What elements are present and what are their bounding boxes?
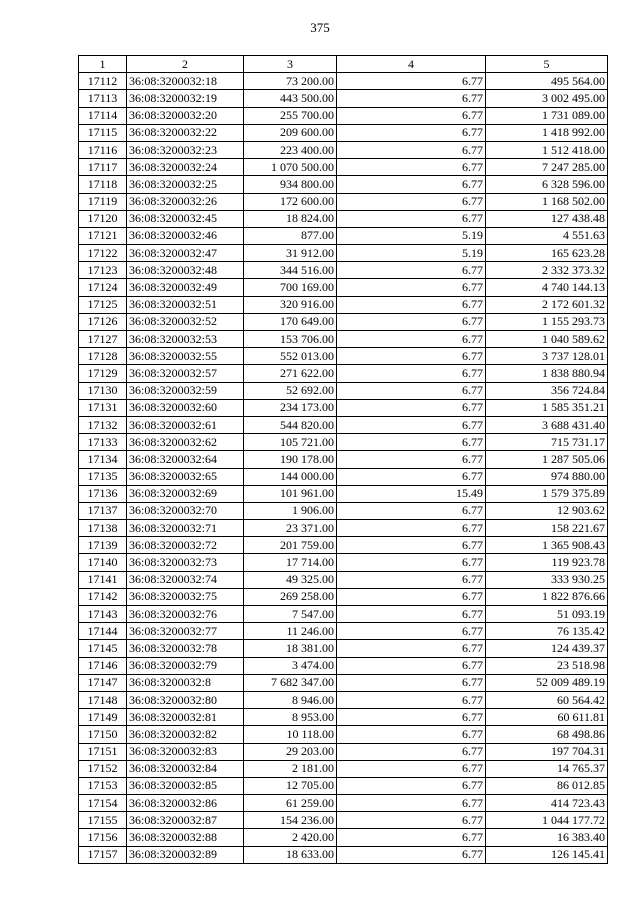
cadastral-number-cell: 36:08:3200032:55 bbox=[127, 348, 244, 365]
page-number: 375 bbox=[310, 20, 330, 35]
cadastral-number-cell: 36:08:3200032:26 bbox=[127, 193, 244, 210]
value-cell: 101 961.00 bbox=[244, 485, 337, 502]
table-row bbox=[79, 502, 608, 519]
total-cell: 1 585 351.21 bbox=[486, 399, 608, 416]
cadastral-number-cell: 36:08:3200032:65 bbox=[127, 468, 244, 485]
value-cell: 201 759.00 bbox=[244, 537, 337, 554]
table-row bbox=[79, 210, 608, 227]
cadastral-number-cell: 36:08:3200032:19 bbox=[127, 90, 244, 107]
table-row bbox=[79, 399, 608, 416]
total-cell: 1 287 505.06 bbox=[486, 451, 608, 468]
cadastral-number-cell: 36:08:3200032:59 bbox=[127, 382, 244, 399]
cadastral-number-cell: 36:08:3200032:74 bbox=[127, 571, 244, 588]
row-number-cell: 17133 bbox=[79, 434, 127, 451]
row-number-cell: 17134 bbox=[79, 451, 127, 468]
value-cell: 271 622.00 bbox=[244, 365, 337, 382]
row-number-cell: 17118 bbox=[79, 176, 127, 193]
cadastral-number-cell: 36:08:3200032:47 bbox=[127, 245, 244, 262]
value-cell: 154 236.00 bbox=[244, 812, 337, 829]
row-number-cell: 17143 bbox=[79, 606, 127, 623]
value-cell: 144 000.00 bbox=[244, 468, 337, 485]
table-row bbox=[79, 829, 608, 846]
table-row bbox=[79, 657, 608, 674]
cadastral-number-cell: 36:08:3200032:22 bbox=[127, 124, 244, 141]
cadastral-number-cell: 36:08:3200032:75 bbox=[127, 588, 244, 605]
rate-cell: 6.77 bbox=[337, 468, 486, 485]
value-cell: 31 912.00 bbox=[244, 245, 337, 262]
cadastral-number-cell: 36:08:3200032:25 bbox=[127, 176, 244, 193]
column-header-2: 2 bbox=[127, 56, 244, 73]
table-row bbox=[79, 709, 608, 726]
value-cell: 223 400.00 bbox=[244, 141, 337, 158]
cadastral-number-cell: 36:08:3200032:80 bbox=[127, 691, 244, 708]
rate-cell: 6.77 bbox=[337, 90, 486, 107]
table-row bbox=[79, 606, 608, 623]
rate-cell: 6.77 bbox=[337, 502, 486, 519]
table-row bbox=[79, 365, 608, 382]
rate-cell: 6.77 bbox=[337, 313, 486, 330]
table-row bbox=[79, 434, 608, 451]
cadastral-number-cell: 36:08:3200032:18 bbox=[127, 73, 244, 90]
total-cell: 1 040 589.62 bbox=[486, 331, 608, 348]
value-cell: 73 200.00 bbox=[244, 73, 337, 90]
table-row bbox=[79, 262, 608, 279]
total-cell: 1 168 502.00 bbox=[486, 193, 608, 210]
value-cell: 18 633.00 bbox=[244, 846, 337, 863]
rate-cell: 6.77 bbox=[337, 795, 486, 812]
total-cell: 333 930.25 bbox=[486, 571, 608, 588]
value-cell: 877.00 bbox=[244, 227, 337, 244]
value-cell: 7 547.00 bbox=[244, 606, 337, 623]
value-cell: 10 118.00 bbox=[244, 726, 337, 743]
table-row bbox=[79, 141, 608, 158]
total-cell: 1 579 375.89 bbox=[486, 485, 608, 502]
rate-cell: 6.77 bbox=[337, 537, 486, 554]
table-row bbox=[79, 331, 608, 348]
row-number-cell: 17157 bbox=[79, 846, 127, 863]
cadastral-number-cell: 36:08:3200032:64 bbox=[127, 451, 244, 468]
table-row bbox=[79, 571, 608, 588]
row-number-cell: 17128 bbox=[79, 348, 127, 365]
value-cell: 8 946.00 bbox=[244, 691, 337, 708]
value-cell: 172 600.00 bbox=[244, 193, 337, 210]
rate-cell: 6.77 bbox=[337, 777, 486, 794]
table-row bbox=[79, 588, 608, 605]
rate-cell: 6.77 bbox=[337, 709, 486, 726]
row-number-cell: 17146 bbox=[79, 657, 127, 674]
total-cell: 4 740 144.13 bbox=[486, 279, 608, 296]
rate-cell: 6.77 bbox=[337, 73, 486, 90]
rate-cell: 6.77 bbox=[337, 640, 486, 657]
value-cell: 934 800.00 bbox=[244, 176, 337, 193]
cadastral-number-cell: 36:08:3200032:70 bbox=[127, 502, 244, 519]
rate-cell: 6.77 bbox=[337, 606, 486, 623]
cadastral-number-cell: 36:08:3200032:23 bbox=[127, 141, 244, 158]
row-number-cell: 17137 bbox=[79, 502, 127, 519]
total-cell: 356 724.84 bbox=[486, 382, 608, 399]
cadastral-number-cell: 36:08:3200032:87 bbox=[127, 812, 244, 829]
total-cell: 7 247 285.00 bbox=[486, 159, 608, 176]
cadastral-number-cell: 36:08:3200032:72 bbox=[127, 537, 244, 554]
total-cell: 414 723.43 bbox=[486, 795, 608, 812]
total-cell: 1 838 880.94 bbox=[486, 365, 608, 382]
table-row bbox=[79, 812, 608, 829]
table-row bbox=[79, 124, 608, 141]
row-number-cell: 17140 bbox=[79, 554, 127, 571]
total-cell: 495 564.00 bbox=[486, 73, 608, 90]
rate-cell: 6.77 bbox=[337, 296, 486, 313]
total-cell: 68 498.86 bbox=[486, 726, 608, 743]
cadastral-number-cell: 36:08:3200032:57 bbox=[127, 365, 244, 382]
value-cell: 7 682 347.00 bbox=[244, 674, 337, 691]
row-number-cell: 17152 bbox=[79, 760, 127, 777]
row-number-cell: 17124 bbox=[79, 279, 127, 296]
table-body bbox=[79, 73, 608, 864]
table-row bbox=[79, 640, 608, 657]
value-cell: 209 600.00 bbox=[244, 124, 337, 141]
rate-cell: 6.77 bbox=[337, 416, 486, 433]
table-row bbox=[79, 193, 608, 210]
cadastral-number-cell: 36:08:3200032:24 bbox=[127, 159, 244, 176]
column-header-3: 3 bbox=[244, 56, 337, 73]
cadastral-number-cell: 36:08:3200032:52 bbox=[127, 313, 244, 330]
row-number-cell: 17126 bbox=[79, 313, 127, 330]
row-number-cell: 17132 bbox=[79, 416, 127, 433]
cadastral-number-cell: 36:08:3200032:71 bbox=[127, 520, 244, 537]
value-cell: 29 203.00 bbox=[244, 743, 337, 760]
total-cell: 1 512 418.00 bbox=[486, 141, 608, 158]
row-number-cell: 17113 bbox=[79, 90, 127, 107]
total-cell: 3 688 431.40 bbox=[486, 416, 608, 433]
total-cell: 52 009 489.19 bbox=[486, 674, 608, 691]
rate-cell: 6.77 bbox=[337, 262, 486, 279]
total-cell: 1 731 089.00 bbox=[486, 107, 608, 124]
rate-cell: 6.77 bbox=[337, 124, 486, 141]
value-cell: 700 169.00 bbox=[244, 279, 337, 296]
value-cell: 320 916.00 bbox=[244, 296, 337, 313]
total-cell: 60 564.42 bbox=[486, 691, 608, 708]
row-number-cell: 17122 bbox=[79, 245, 127, 262]
total-cell: 23 518.98 bbox=[486, 657, 608, 674]
cadastral-number-cell: 36:08:3200032:77 bbox=[127, 623, 244, 640]
value-cell: 1 906.00 bbox=[244, 502, 337, 519]
value-cell: 544 820.00 bbox=[244, 416, 337, 433]
value-cell: 1 070 500.00 bbox=[244, 159, 337, 176]
row-number-cell: 17119 bbox=[79, 193, 127, 210]
cadastral-number-cell: 36:08:3200032:82 bbox=[127, 726, 244, 743]
table-row bbox=[79, 159, 608, 176]
value-cell: 443 500.00 bbox=[244, 90, 337, 107]
cadastral-number-cell: 36:08:3200032:81 bbox=[127, 709, 244, 726]
rate-cell: 6.77 bbox=[337, 829, 486, 846]
table-header-row bbox=[79, 56, 608, 73]
total-cell: 3 002 495.00 bbox=[486, 90, 608, 107]
total-cell: 76 135.42 bbox=[486, 623, 608, 640]
row-number-cell: 17131 bbox=[79, 399, 127, 416]
total-cell: 974 880.00 bbox=[486, 468, 608, 485]
rate-cell: 6.77 bbox=[337, 623, 486, 640]
cadastral-number-cell: 36:08:3200032:46 bbox=[127, 227, 244, 244]
cadastral-number-cell: 36:08:3200032:51 bbox=[127, 296, 244, 313]
total-cell: 4 551.63 bbox=[486, 227, 608, 244]
total-cell: 1 822 876.66 bbox=[486, 588, 608, 605]
total-cell: 2 332 373.32 bbox=[486, 262, 608, 279]
total-cell: 715 731.17 bbox=[486, 434, 608, 451]
row-number-cell: 17130 bbox=[79, 382, 127, 399]
total-cell: 1 418 992.00 bbox=[486, 124, 608, 141]
rate-cell: 6.77 bbox=[337, 193, 486, 210]
table-row bbox=[79, 451, 608, 468]
rate-cell: 6.77 bbox=[337, 279, 486, 296]
rate-cell: 6.77 bbox=[337, 382, 486, 399]
data-table bbox=[78, 55, 608, 864]
table-row bbox=[79, 537, 608, 554]
table-row bbox=[79, 623, 608, 640]
cadastral-number-cell: 36:08:3200032:8 bbox=[127, 674, 244, 691]
total-cell: 16 383.40 bbox=[486, 829, 608, 846]
row-number-cell: 17139 bbox=[79, 537, 127, 554]
row-number-cell: 17121 bbox=[79, 227, 127, 244]
value-cell: 23 371.00 bbox=[244, 520, 337, 537]
row-number-cell: 17125 bbox=[79, 296, 127, 313]
total-cell: 3 737 128.01 bbox=[486, 348, 608, 365]
value-cell: 17 714.00 bbox=[244, 554, 337, 571]
cadastral-number-cell: 36:08:3200032:83 bbox=[127, 743, 244, 760]
total-cell: 124 439.37 bbox=[486, 640, 608, 657]
rate-cell: 6.77 bbox=[337, 451, 486, 468]
value-cell: 255 700.00 bbox=[244, 107, 337, 124]
cadastral-number-cell: 36:08:3200032:84 bbox=[127, 760, 244, 777]
rate-cell: 6.77 bbox=[337, 331, 486, 348]
rate-cell: 6.77 bbox=[337, 107, 486, 124]
rate-cell: 6.77 bbox=[337, 691, 486, 708]
value-cell: 61 259.00 bbox=[244, 795, 337, 812]
value-cell: 11 246.00 bbox=[244, 623, 337, 640]
row-number-cell: 17138 bbox=[79, 520, 127, 537]
rate-cell: 6.77 bbox=[337, 743, 486, 760]
rate-cell: 15.49 bbox=[337, 485, 486, 502]
rate-cell: 6.77 bbox=[337, 554, 486, 571]
cadastral-number-cell: 36:08:3200032:86 bbox=[127, 795, 244, 812]
rate-cell: 6.77 bbox=[337, 571, 486, 588]
row-number-cell: 17144 bbox=[79, 623, 127, 640]
row-number-cell: 17149 bbox=[79, 709, 127, 726]
cadastral-number-cell: 36:08:3200032:76 bbox=[127, 606, 244, 623]
cadastral-number-cell: 36:08:3200032:78 bbox=[127, 640, 244, 657]
value-cell: 18 824.00 bbox=[244, 210, 337, 227]
total-cell: 165 623.28 bbox=[486, 245, 608, 262]
table-row bbox=[79, 313, 608, 330]
table-row bbox=[79, 73, 608, 90]
row-number-cell: 17116 bbox=[79, 141, 127, 158]
table-row bbox=[79, 176, 608, 193]
cadastral-number-cell: 36:08:3200032:88 bbox=[127, 829, 244, 846]
total-cell: 60 611.81 bbox=[486, 709, 608, 726]
row-number-cell: 17148 bbox=[79, 691, 127, 708]
value-cell: 3 474.00 bbox=[244, 657, 337, 674]
table-row bbox=[79, 777, 608, 794]
value-cell: 8 953.00 bbox=[244, 709, 337, 726]
row-number-cell: 17129 bbox=[79, 365, 127, 382]
row-number-cell: 17147 bbox=[79, 674, 127, 691]
value-cell: 170 649.00 bbox=[244, 313, 337, 330]
table-row bbox=[79, 468, 608, 485]
row-number-cell: 17155 bbox=[79, 812, 127, 829]
rate-cell: 6.77 bbox=[337, 365, 486, 382]
table-row bbox=[79, 107, 608, 124]
rate-cell: 6.77 bbox=[337, 657, 486, 674]
table-row bbox=[79, 485, 608, 502]
rate-cell: 6.77 bbox=[337, 520, 486, 537]
cadastral-number-cell: 36:08:3200032:69 bbox=[127, 485, 244, 502]
rate-cell: 6.77 bbox=[337, 588, 486, 605]
cadastral-number-cell: 36:08:3200032:45 bbox=[127, 210, 244, 227]
cadastral-number-cell: 36:08:3200032:48 bbox=[127, 262, 244, 279]
cadastral-number-cell: 36:08:3200032:73 bbox=[127, 554, 244, 571]
row-number-cell: 17141 bbox=[79, 571, 127, 588]
value-cell: 12 705.00 bbox=[244, 777, 337, 794]
rate-cell: 6.77 bbox=[337, 434, 486, 451]
total-cell: 12 903.62 bbox=[486, 502, 608, 519]
cadastral-number-cell: 36:08:3200032:61 bbox=[127, 416, 244, 433]
value-cell: 153 706.00 bbox=[244, 331, 337, 348]
row-number-cell: 17115 bbox=[79, 124, 127, 141]
rate-cell: 5.19 bbox=[337, 245, 486, 262]
total-cell: 126 145.41 bbox=[486, 846, 608, 863]
table-row bbox=[79, 416, 608, 433]
row-number-cell: 17112 bbox=[79, 73, 127, 90]
table-row bbox=[79, 245, 608, 262]
table-row bbox=[79, 279, 608, 296]
rate-cell: 6.77 bbox=[337, 348, 486, 365]
table-row bbox=[79, 90, 608, 107]
value-cell: 552 013.00 bbox=[244, 348, 337, 365]
cadastral-number-cell: 36:08:3200032:79 bbox=[127, 657, 244, 674]
table-row bbox=[79, 726, 608, 743]
table-row bbox=[79, 382, 608, 399]
row-number-cell: 17127 bbox=[79, 331, 127, 348]
table-row bbox=[79, 674, 608, 691]
cadastral-number-cell: 36:08:3200032:89 bbox=[127, 846, 244, 863]
row-number-cell: 17117 bbox=[79, 159, 127, 176]
row-number-cell: 17151 bbox=[79, 743, 127, 760]
row-number-cell: 17150 bbox=[79, 726, 127, 743]
table-row bbox=[79, 760, 608, 777]
table-row bbox=[79, 743, 608, 760]
value-cell: 190 178.00 bbox=[244, 451, 337, 468]
cadastral-number-cell: 36:08:3200032:20 bbox=[127, 107, 244, 124]
rate-cell: 6.77 bbox=[337, 159, 486, 176]
row-number-cell: 17114 bbox=[79, 107, 127, 124]
total-cell: 6 328 596.00 bbox=[486, 176, 608, 193]
total-cell: 14 765.37 bbox=[486, 760, 608, 777]
column-header-1: 1 bbox=[79, 56, 127, 73]
table-row bbox=[79, 554, 608, 571]
row-number-cell: 17145 bbox=[79, 640, 127, 657]
value-cell: 49 325.00 bbox=[244, 571, 337, 588]
table-row bbox=[79, 296, 608, 313]
total-cell: 119 923.78 bbox=[486, 554, 608, 571]
rate-cell: 6.77 bbox=[337, 674, 486, 691]
value-cell: 2 181.00 bbox=[244, 760, 337, 777]
value-cell: 344 516.00 bbox=[244, 262, 337, 279]
row-number-cell: 17135 bbox=[79, 468, 127, 485]
rate-cell: 6.77 bbox=[337, 726, 486, 743]
total-cell: 1 044 177.72 bbox=[486, 812, 608, 829]
column-header-5: 5 bbox=[486, 56, 608, 73]
rate-cell: 6.77 bbox=[337, 399, 486, 416]
total-cell: 197 704.31 bbox=[486, 743, 608, 760]
row-number-cell: 17154 bbox=[79, 795, 127, 812]
row-number-cell: 17153 bbox=[79, 777, 127, 794]
total-cell: 127 438.48 bbox=[486, 210, 608, 227]
value-cell: 52 692.00 bbox=[244, 382, 337, 399]
rate-cell: 6.77 bbox=[337, 210, 486, 227]
table-row bbox=[79, 795, 608, 812]
total-cell: 86 012.85 bbox=[486, 777, 608, 794]
rate-cell: 6.77 bbox=[337, 141, 486, 158]
value-cell: 18 381.00 bbox=[244, 640, 337, 657]
rate-cell: 6.77 bbox=[337, 846, 486, 863]
rate-cell: 6.77 bbox=[337, 812, 486, 829]
total-cell: 1 155 293.73 bbox=[486, 313, 608, 330]
table-row bbox=[79, 348, 608, 365]
row-number-cell: 17120 bbox=[79, 210, 127, 227]
rate-cell: 5.19 bbox=[337, 227, 486, 244]
cadastral-number-cell: 36:08:3200032:62 bbox=[127, 434, 244, 451]
total-cell: 2 172 601.32 bbox=[486, 296, 608, 313]
value-cell: 234 173.00 bbox=[244, 399, 337, 416]
row-number-cell: 17142 bbox=[79, 588, 127, 605]
row-number-cell: 17136 bbox=[79, 485, 127, 502]
column-header-4: 4 bbox=[337, 56, 486, 73]
value-cell: 105 721.00 bbox=[244, 434, 337, 451]
table-row bbox=[79, 227, 608, 244]
cadastral-number-cell: 36:08:3200032:60 bbox=[127, 399, 244, 416]
total-cell: 158 221.67 bbox=[486, 520, 608, 537]
table-row bbox=[79, 520, 608, 537]
rate-cell: 6.77 bbox=[337, 176, 486, 193]
rate-cell: 6.77 bbox=[337, 760, 486, 777]
value-cell: 269 258.00 bbox=[244, 588, 337, 605]
cadastral-number-cell: 36:08:3200032:85 bbox=[127, 777, 244, 794]
cadastral-number-cell: 36:08:3200032:49 bbox=[127, 279, 244, 296]
total-cell: 1 365 908.43 bbox=[486, 537, 608, 554]
table-row bbox=[79, 691, 608, 708]
value-cell: 2 420.00 bbox=[244, 829, 337, 846]
total-cell: 51 093.19 bbox=[486, 606, 608, 623]
cadastral-number-cell: 36:08:3200032:53 bbox=[127, 331, 244, 348]
table-row bbox=[79, 846, 608, 863]
row-number-cell: 17156 bbox=[79, 829, 127, 846]
row-number-cell: 17123 bbox=[79, 262, 127, 279]
